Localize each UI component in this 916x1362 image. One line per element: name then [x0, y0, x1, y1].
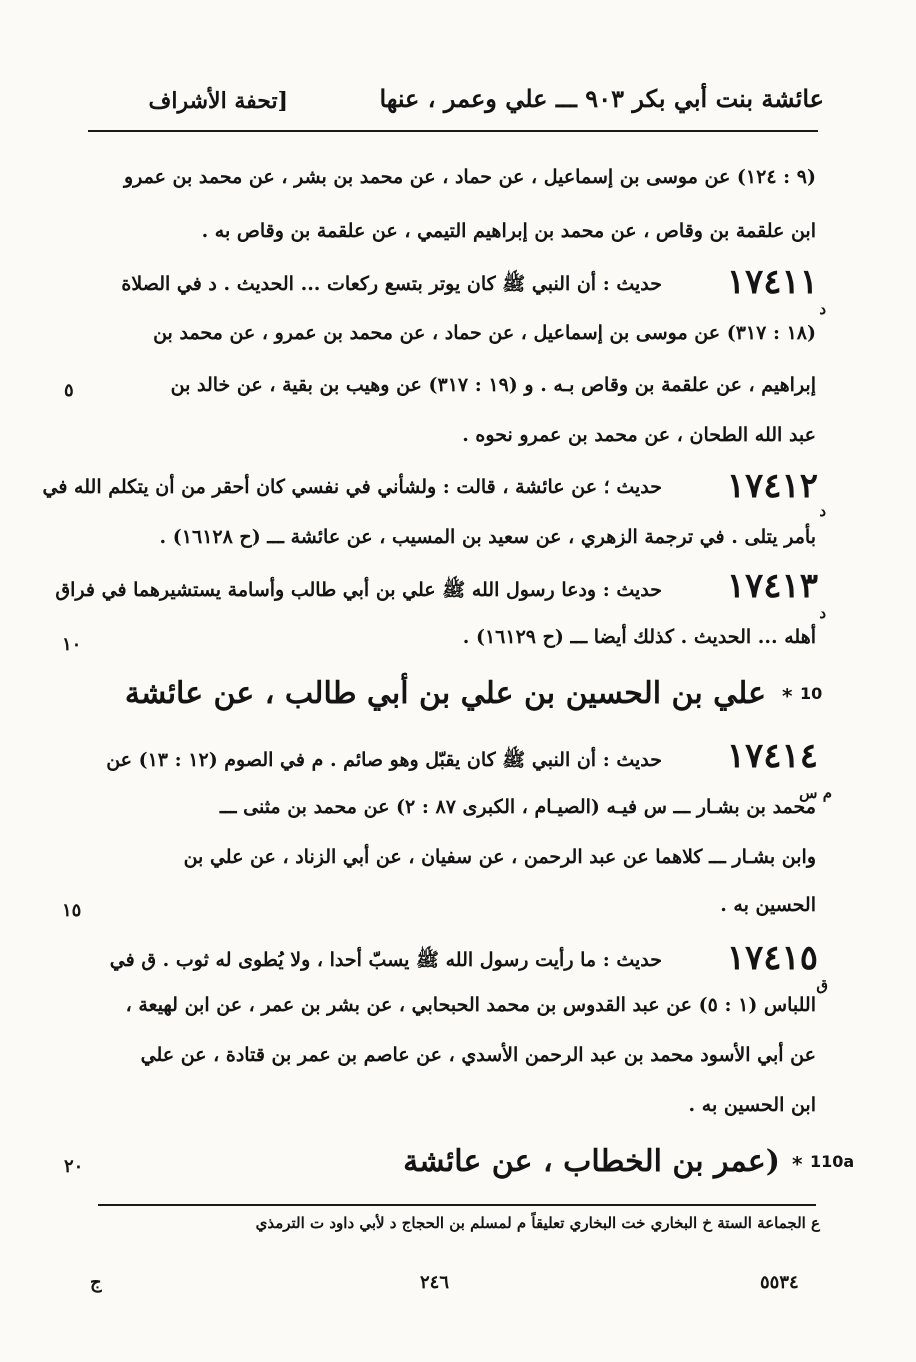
source-mark: م س	[799, 784, 832, 802]
text-line: حديث : ما رأيت رسول الله ﷺ يسبّ أحدا ، ولا يُطوى له ثوب . ق في	[109, 949, 662, 971]
text-line: حديث : ودعا رسول الله ﷺ علي بن أبي طالب وأسامة يستشيرهما في فراق	[55, 579, 662, 601]
margin-line-number: ١٠	[62, 634, 82, 655]
text-line: إبراهيم ، عن علقمة بن وقاص بـه . و (١٩ : ٣١٧) عن وهيب بن بقية ، عن خالد بن	[170, 374, 816, 396]
section-star: *	[792, 1152, 803, 1176]
text-line: (٩ : ١٢٤) عن موسى بن إسماعيل ، عن حماد ، عن محمد بن بشر ، عن محمد بن عمرو	[123, 166, 816, 188]
text-line: الحسين به .	[720, 894, 816, 916]
hadith-number: ١٧٤١٤	[726, 736, 818, 776]
running-header-title: عائشة بنت أبي بكر ٩٠٣ ـــ علي وعمر ، عنها	[379, 84, 824, 113]
text-line: أهله ... الحديث . كذلك أيضا ـــ (ح ١٦١٢٩) .	[462, 626, 816, 648]
hadith-number: ١٧٤١٢	[726, 466, 818, 506]
text-line: وابن بشـار ـــ كلاهما عن عبد الرحمن ، عن سفيان ، عن أبي الزناد ، عن علي بن	[183, 846, 816, 868]
margin-line-number: ٢٠	[64, 1156, 84, 1177]
hadith-number: ١٧٤١١	[726, 262, 818, 302]
hadith-number: ١٧٤١٣	[726, 566, 818, 606]
text-line: حديث : أن النبي ﷺ كان يوتر بتسع ركعات ... الحديث . د في الصلاة	[121, 273, 662, 295]
source-mark: د	[819, 604, 826, 622]
footer-code: ٥٥٣٤	[760, 1272, 799, 1293]
abbreviations-key: ع الجماعة الستة خ البخاري خت البخاري تعليقاً م لمسلم بن الحجاج د لأبي داود ت الترمذي	[255, 1214, 820, 1232]
text-line: عبد الله الطحان ، عن محمد بن عمرو نحوه .	[462, 424, 816, 446]
text-line: حديث : أن النبي ﷺ كان يقبّل وهو صائم . م في الصوم (١٢ : ١٣) عن	[106, 749, 662, 771]
section-heading: علي بن الحسين بن علي بن أبي طالب ، عن عائشة	[124, 676, 766, 711]
page-number: ٢٤٦	[420, 1272, 450, 1293]
source-mark: د	[819, 502, 826, 520]
text-line: محمد بن بشـار ـــ س فيـه (الصيـام ، الكبرى ٨٧ : ٢) عن محمد بن مثنى ـــ	[219, 796, 816, 818]
running-header-book: [تحفة الأشراف	[148, 88, 288, 114]
text-line: عن أبي الأسود محمد بن عبد الرحمن الأسدي ، عن عاصم بن عمر بن قتادة ، عن علي	[140, 1044, 816, 1066]
source-mark: د	[819, 300, 826, 318]
margin-line-number: ٥	[64, 380, 74, 401]
text-line: حديث ؛ عن عائشة ، قالت : ولشأني في نفسي كان أحقر من أن يتكلم الله في	[42, 476, 662, 498]
hadith-number: ١٧٤١٥	[726, 938, 818, 978]
header-rule	[88, 130, 818, 132]
section-ref: 110a	[810, 1152, 855, 1171]
text-line: اللباس (١ : ٥) عن عبد القدوس بن محمد الحبحابي ، عن بشر بن عمر ، عن ابن لهيعة ،	[125, 994, 816, 1016]
text-line: بأمر يتلى . في ترجمة الزهري ، عن سعيد بن المسيب ، عن عائشة ـــ (ح ١٦١٢٨) .	[159, 526, 816, 548]
footnote-rule	[98, 1204, 816, 1206]
margin-line-number: ١٥	[62, 900, 82, 921]
text-line: (١٨ : ٣١٧) عن موسى بن إسماعيل ، عن حماد ، عن محمد بن عمرو ، عن محمد بن	[153, 322, 816, 344]
text-line: ابن الحسين به .	[688, 1094, 816, 1116]
footer-volume: ج	[90, 1272, 102, 1293]
section-heading: (عمر بن الخطاب ، عن عائشة	[403, 1144, 780, 1179]
section-ref: 10	[800, 684, 823, 703]
source-mark: ق	[816, 976, 828, 994]
text-line: ابن علقمة بن وقاص ، عن محمد بن إبراهيم التيمي ، عن علقمة بن وقاص به .	[201, 220, 816, 242]
section-star: *	[782, 684, 793, 708]
